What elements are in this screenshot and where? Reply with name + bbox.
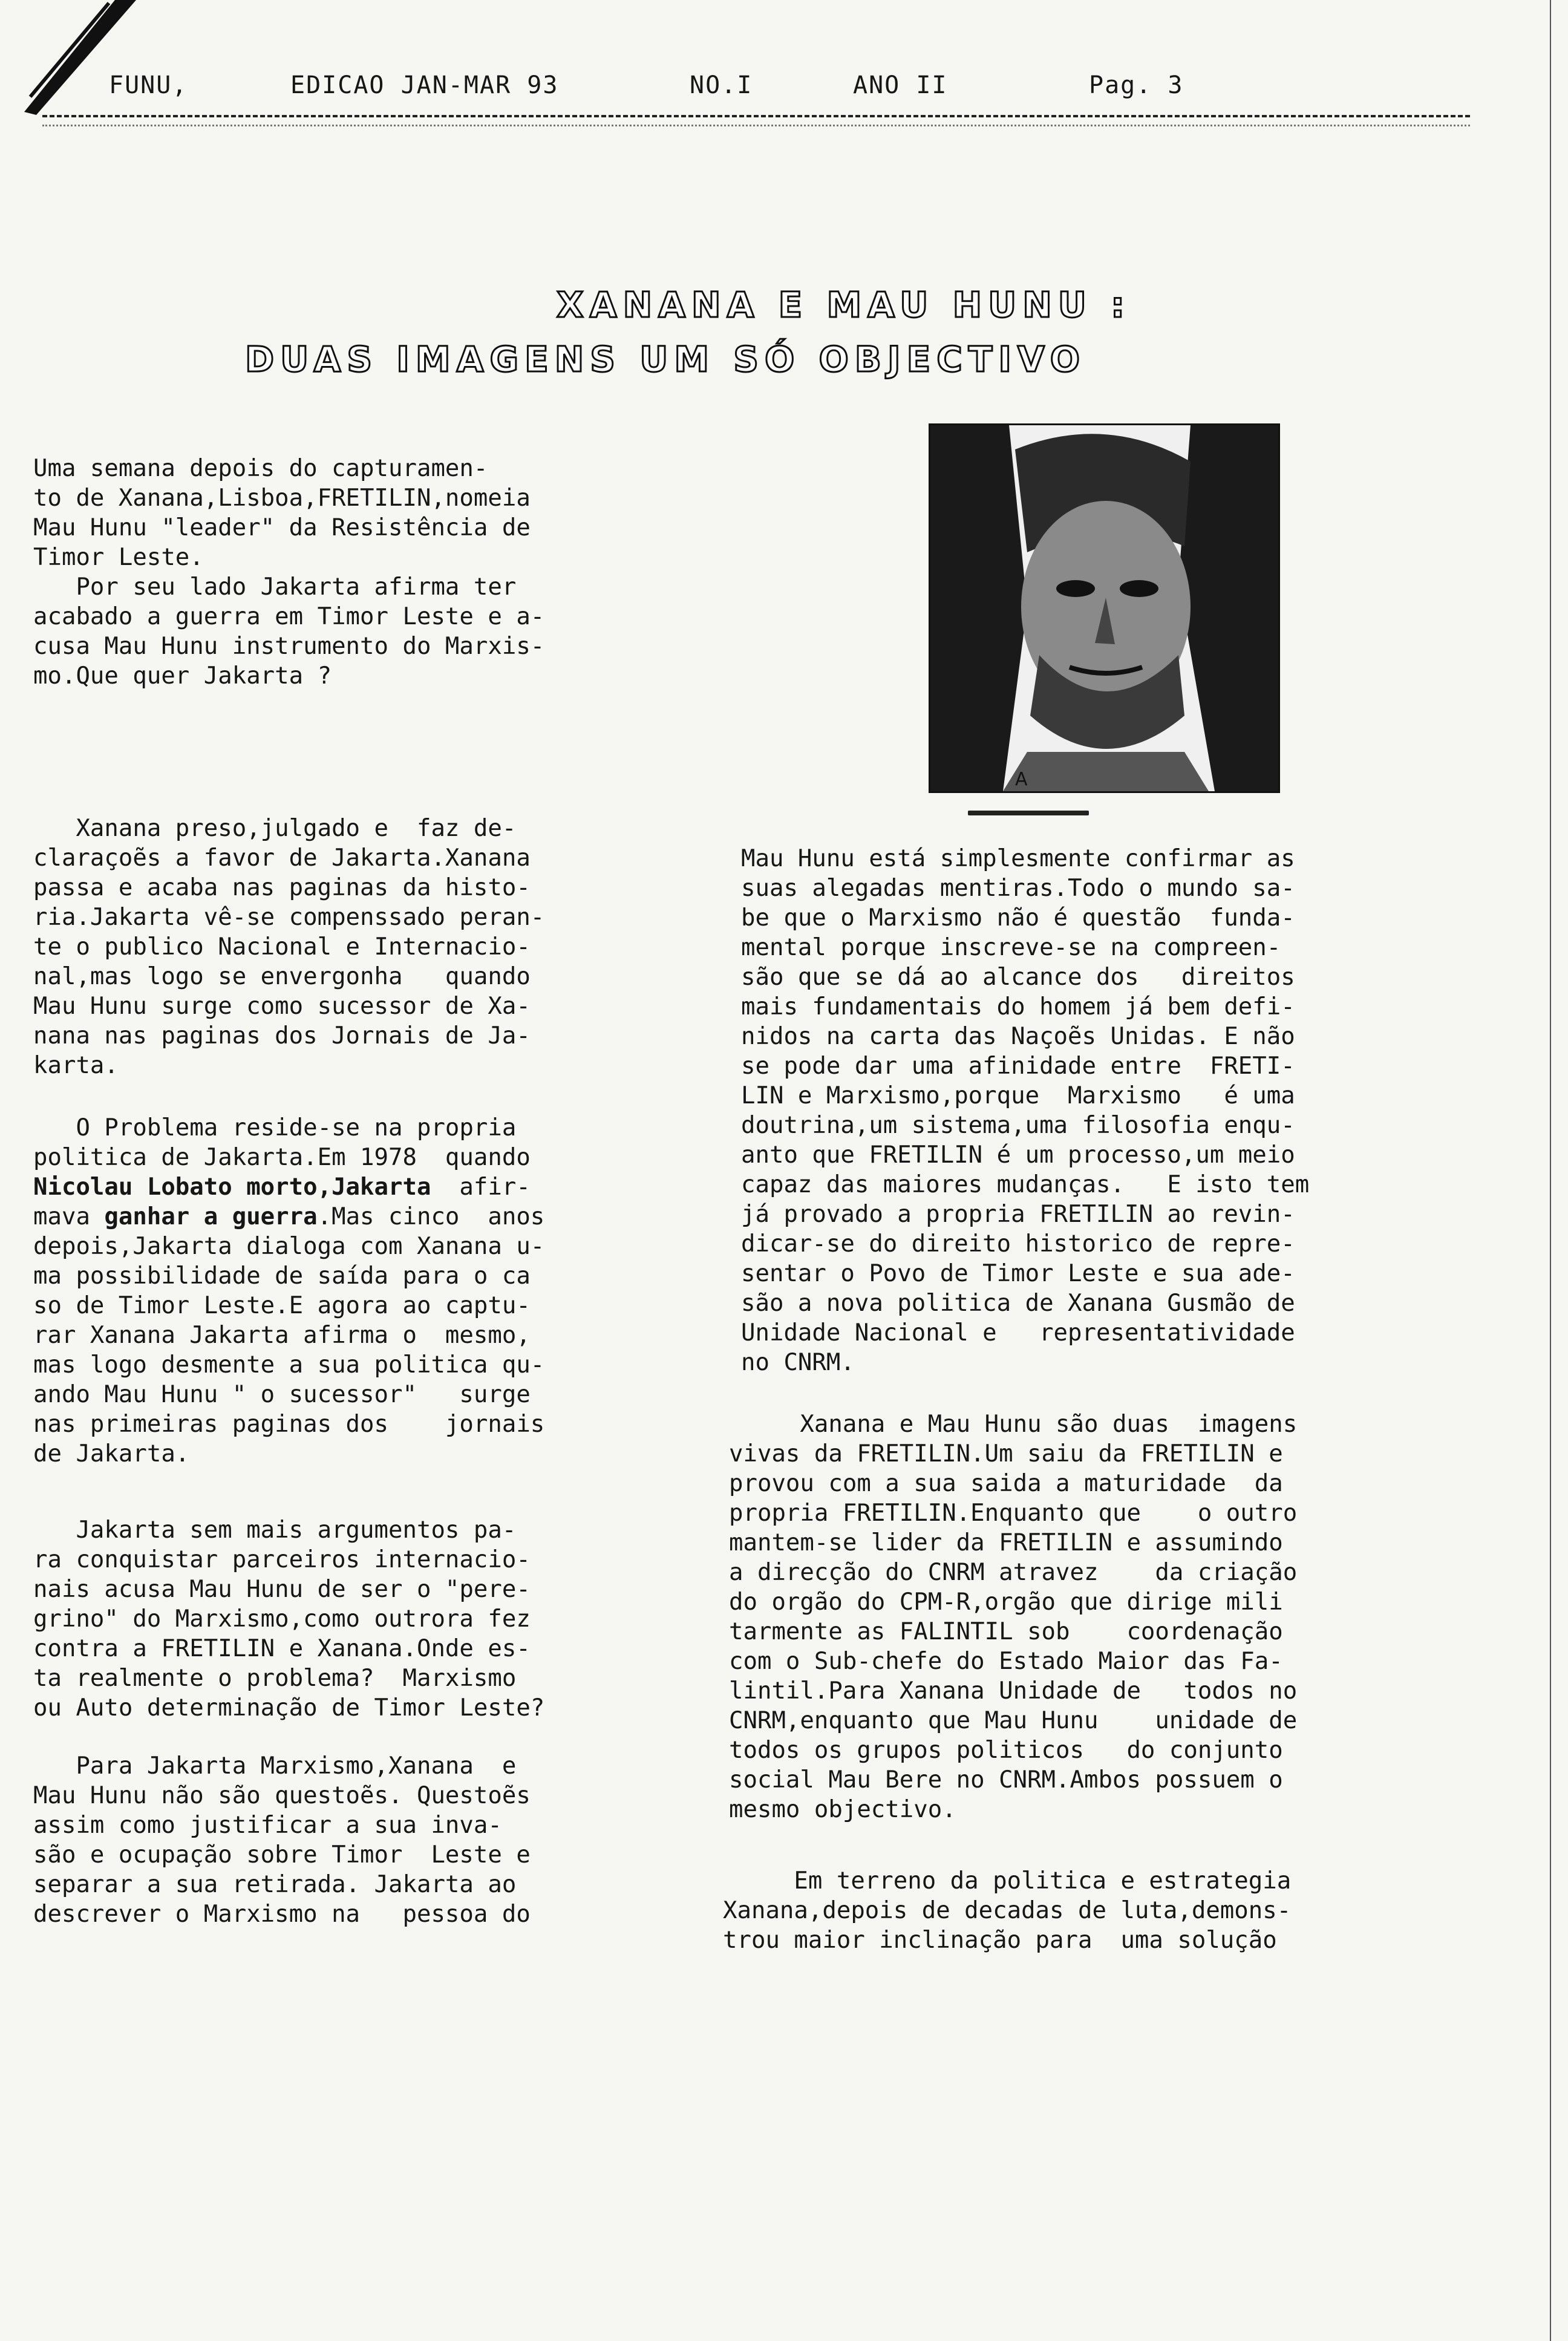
p3-part-e: ganhar a guerra <box>104 1203 318 1230</box>
p3-part-b: Em 1978 quando <box>317 1144 531 1171</box>
svg-text:A: A <box>1015 769 1028 790</box>
headline-line-1: XANANA E MAU HUNU : <box>557 284 1131 325</box>
publication-name: FUNU, <box>109 71 188 99</box>
paragraph-5: Para Jakarta Marxismo,Xanana e Mau Hunu não são questoẽs. Questoẽs assim como justificar a sua inva- são e ocupação sobre Timor Leste e separar a sua retirada. Jakarta ao descrever o Marxismo na pessoa do <box>33 1752 531 1928</box>
year-label: ANO II <box>853 71 948 99</box>
headline-line-2: DUAS IMAGENS UM SÓ OBJECTIVO <box>245 339 1086 380</box>
intro-paragraph: Uma semana depois do capturamen- to de Xanana,Lisboa,FRETILIN,nomeia Mau Hunu "leader" da Resistência de Timor Leste. Por seu lado Jakarta afirma ter acabado a guerra em Timor Leste e a- cusa Mau Hunu instrumento do Marxis- mo.Que quer Jakarta ? <box>33 455 545 690</box>
p3-part-c: Nicolau Lobato morto,Jakarta <box>33 1174 431 1201</box>
page-edge-line <box>1550 0 1557 2341</box>
right-paragraph-2: Xanana e Mau Hunu são duas imagens vivas da FRETILIN.Um saiu da FRETILIN e provou com a sua saida a maturidade da propria FRETILIN.Enquanto que o outro mantem-se lider da FRETILIN e assumindo a direcção do CNRM atravez da criação do orgão do CPM-R,orgão que dirige mili tarmente as FALINTIL sob coordenação com o Sub-chefe do Estado Maior das Fa- lintil.Para Xanana Unidade de todos no CNRM,enquanto que Mau Hunu unidade de todos os grupos politicos do conjunto social Mau Bere no CNRM.Ambos possuem o mesmo objectivo. <box>729 1411 1298 1823</box>
right-paragraph-1: Mau Hunu está simplesmente confirmar as suas alegadas mentiras.Todo o mundo sa- be que o Marxismo não é questão funda- mental porque inscreve-se na compreen- são que se dá ao alcance dos direitos mais fundamentais do homem já bem defi- nidos na carta das Naçoẽs Unidas. E não se pode dar uma afinidade entre FRETI- LIN e Marxismo,porque Marxismo é uma doutrina,um sistema,uma filosofia enqu- anto que FRETILIN é um processo,um meio capaz das maiores mudanças. E isto tem já provado a propria FRETILIN ao revin- dicar-se do direito historico de repre- sentar o Povo de Timor Leste e sua ade- são a nova politica de Xanana Gusmão de Unidade Nacional e representatividade no CNRM. <box>741 845 1310 1376</box>
paragraph-4: Jakarta sem mais argumentos pa- ra conquistar parceiros internacio- nais acusa Mau Hunu de ser o "pere- grino" do Marxismo,como outrora fez contra a FRETILIN e Xanana.Onde es- ta realmente o problema? Marxismo ou Auto determinação de Timor Leste? <box>33 1517 545 1722</box>
page-header <box>97 71 1428 108</box>
paragraph-3 <box>33 1113 544 1469</box>
page-number: Pag. 3 <box>1089 71 1184 99</box>
p3-part-f: .Mas cinco anos depois,Jakarta dialoga com Xanana u- ma possibilidade de saída para o ca so de Timor Leste.E agora ao captu- rar Xanana Jakarta afirma o mesmo, mas logo desmente a sua politica qu- ando Mau Hunu " o sucessor" surge nas primeiras paginas dos jornais de Jakarta. <box>33 1203 545 1468</box>
portrait-photo <box>929 423 1280 793</box>
issue-number: NO.I <box>690 71 753 99</box>
edition-label: EDICAO JAN-MAR 93 <box>290 71 559 99</box>
right-paragraph-3: Em terreno da politica e estrategia Xanana,depois de decadas de luta,demons- trou maior inclinação para uma solução <box>723 1867 1292 1954</box>
portrait-image <box>930 425 1278 791</box>
p3-part-d: afir- mava <box>33 1174 531 1230</box>
photo-caption-rule <box>968 811 1089 815</box>
p3-part-a: O Problema reside-se na propria politica de Jakarta. <box>33 1114 517 1171</box>
paragraph-2: Xanana preso,julgado e faz de- claraçoẽs a favor de Jakarta.Xanana passa e acaba nas paginas da histo- ria.Jakarta vê-se compenssado peran- te o publico Nacional e Internacio- nal,mas logo se envergonha quando Mau Hunu surge como sucessor de Xa- nana nas paginas dos Jornais de Ja- karta. <box>33 815 545 1079</box>
header-rule <box>42 115 1470 126</box>
